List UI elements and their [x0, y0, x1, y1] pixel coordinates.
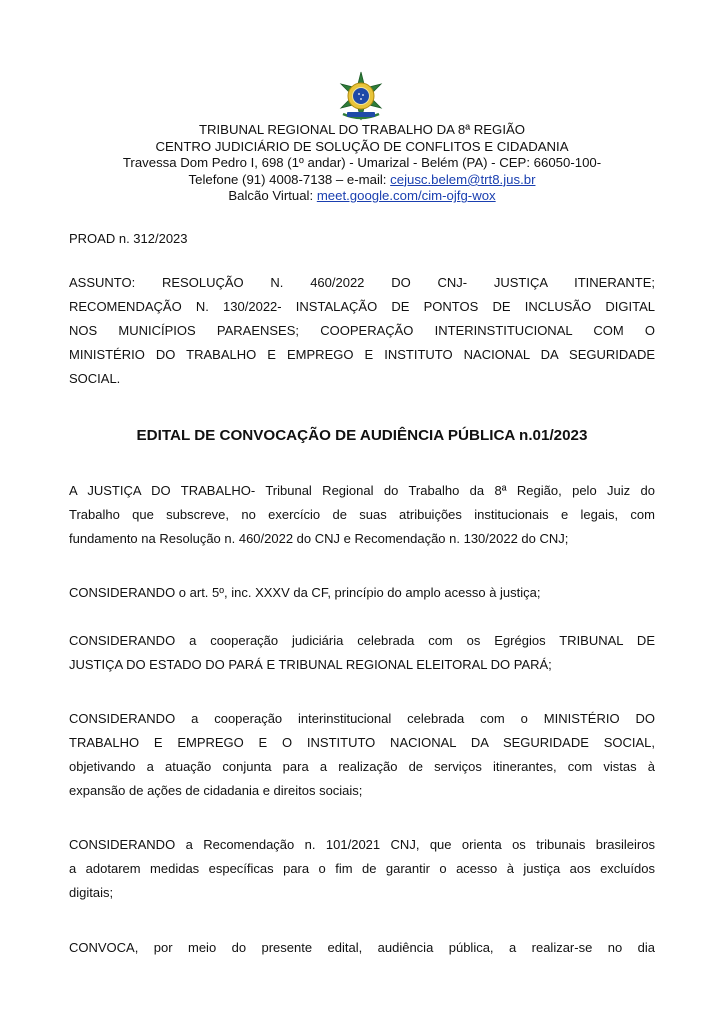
- subject-line: RECOMENDAÇÃO N. 130/2022- INSTALAÇÃO DE PONTOS DE INCLUSÃO DIGITAL: [69, 299, 655, 314]
- intro-paragraph: [69, 479, 655, 551]
- contact-line: [40, 172, 684, 189]
- paragraph-line: a adotarem medidas específicas para o fim de garantir o acesso à justiça aos excluídos: [69, 861, 655, 876]
- subject-line: SOCIAL.: [69, 371, 121, 386]
- address: Travessa Dom Pedro I, 698 (1º andar) - Umarizal - Belém (PA) - CEP: 66050-100-: [122, 155, 602, 171]
- paragraph-line: JUSTIÇA DO ESTADO DO PARÁ E TRIBUNAL REGIONAL ELEITORAL DO PARÁ;: [69, 657, 552, 672]
- considerando-1: [69, 581, 655, 605]
- center-name: CENTRO JUDICIÁRIO DE SOLUÇÃO DE CONFLITOS E CIDADANIA: [155, 138, 569, 154]
- paragraph-line: A JUSTIÇA DO TRABALHO- Tribunal Regional do Trabalho da 8ª Região, pelo Juiz do: [69, 483, 655, 498]
- paragraph-line: CONSIDERANDO a Recomendação n. 101/2021 CNJ, que orienta os tribunais brasileiros: [69, 837, 655, 852]
- subject-block: [69, 271, 655, 391]
- subject-line: ASSUNTO: RESOLUÇÃO N. 460/2022 DO CNJ- JUSTIÇA ITINERANTE;: [69, 275, 655, 290]
- considerando-3: [69, 707, 655, 803]
- proad-number: PROAD n. 312/2023: [69, 231, 188, 246]
- paragraph-line: fundamento na Resolução n. 460/2022 do CNJ e Recomendação n. 130/2022 do CNJ;: [69, 531, 569, 546]
- subject-line: MINISTÉRIO DO TRABALHO E EMPREGO E INSTITUTO NACIONAL DA SEGURIDADE: [69, 347, 655, 362]
- paragraph-line: CONVOCA, por meio do presente edital, audiência pública, a realizar-se no dia: [69, 940, 655, 955]
- paragraph-line: TRABALHO E EMPREGO E O INSTITUTO NACIONAL DA SEGURIDADE SOCIAL,: [69, 735, 655, 750]
- paragraph-line: expansão de ações de cidadania e direitos sociais;: [69, 783, 363, 798]
- subject-line: NOS MUNICÍPIOS PARAENSES; COOPERAÇÃO INTERINSTITUCIONAL COM O: [69, 323, 655, 338]
- paragraph-line: CONSIDERANDO a cooperação interinstitucional celebrada com o MINISTÉRIO DO: [69, 711, 655, 726]
- paragraph-line: Trabalho que subscreve, no exercício de suas atribuições institucionais e legais, com: [69, 507, 655, 522]
- court-name: TRIBUNAL REGIONAL DO TRABALHO DA 8ª REGIÃO: [198, 122, 526, 137]
- considerando-2: [69, 629, 655, 677]
- paragraph-line: CONSIDERANDO o art. 5º, inc. XXXV da CF, princípio do amplo acesso à justiça;: [69, 585, 541, 600]
- paragraph-line: objetivando a atuação conjunta para a realização de serviços itinerantes, com vistas à: [69, 759, 655, 774]
- convoca-paragraph: [69, 936, 655, 960]
- phone-text: Telefone (91) 4008-7138 – e-mail:: [188, 171, 391, 187]
- balcao-link[interactable]: meet.google.com/cim-ojfg-wox: [316, 188, 496, 204]
- balcao-label: Balcão Virtual:: [228, 188, 317, 204]
- paragraph-line: CONSIDERANDO a cooperação judiciária celebrada com os Egrégios TRIBUNAL DE: [69, 633, 655, 648]
- edital-title: EDITAL DE CONVOCAÇÃO DE AUDIÊNCIA PÚBLICA n.01/2023: [136, 427, 588, 444]
- brazil-coat-of-arms-icon: [335, 70, 387, 122]
- paragraph-line: digitais;: [69, 885, 114, 900]
- balcao-line: [40, 188, 684, 205]
- email-link[interactable]: cejusc.belem@trt8.jus.br: [390, 171, 536, 187]
- considerando-4: [69, 833, 655, 905]
- document-header: [40, 122, 684, 205]
